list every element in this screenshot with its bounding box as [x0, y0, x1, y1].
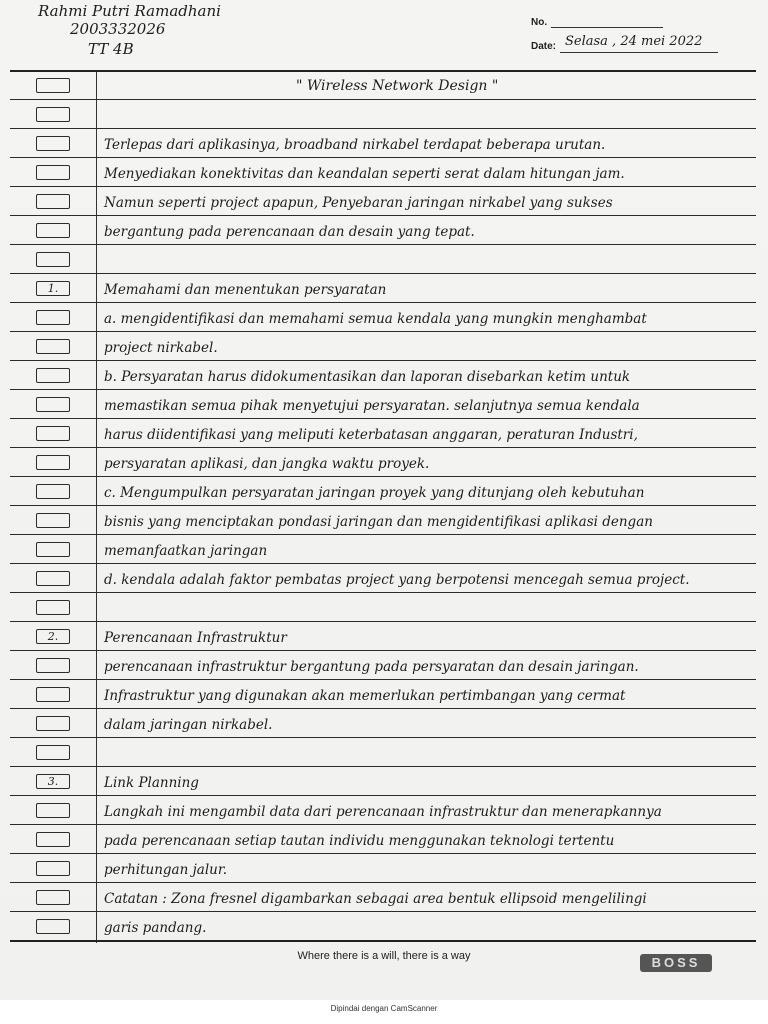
margin-line — [96, 70, 97, 943]
date-label: Date: — [531, 41, 557, 52]
row-text: Catatan : Zona fresnel digambarkan sebagai area bentuk ellipsoid mengelilingi — [104, 891, 647, 907]
row-box — [36, 571, 70, 586]
ruled-line — [10, 186, 756, 187]
ruled-line — [10, 882, 756, 883]
row-text: bisnis yang menciptakan pondasi jaringan dan mengidentifikasi aplikasi dengan — [104, 514, 653, 530]
row-text: Langkah ini mengambil data dari perencanaan infrastruktur dan menerapkannya — [104, 804, 662, 820]
row-text: project nirkabel. — [104, 340, 218, 356]
brand-logo: BOSS — [640, 954, 712, 972]
scanner-watermark: Dipindai dengan CamScanner — [330, 1004, 438, 1013]
row-text: bergantung pada perencanaan dan desain yang tepat. — [104, 224, 475, 240]
row-box — [36, 426, 70, 441]
date-value: Selasa , 24 mei 2022 — [565, 34, 703, 49]
ruled-line — [10, 911, 756, 912]
ruled-line — [10, 592, 756, 593]
page-title: " Wireless Network Design " — [296, 78, 499, 94]
ruled-line — [10, 215, 756, 216]
row-text: pada perencanaan setiap tautan individu menggunakan teknologi tertentu — [104, 833, 615, 849]
row-box — [36, 368, 70, 383]
ruled-line — [10, 563, 756, 564]
ruled-line — [10, 795, 756, 796]
row-box — [36, 803, 70, 818]
row-text: perhitungan jalur. — [104, 862, 228, 878]
ruled-line — [10, 389, 756, 390]
row-text: Terlepas dari aplikasinya, broadband nirkabel terdapat beberapa urutan. — [104, 137, 606, 153]
ruled-line — [10, 940, 756, 942]
row-box — [36, 310, 70, 325]
row-box — [36, 861, 70, 876]
row-box — [36, 107, 70, 122]
ruled-line — [10, 708, 756, 709]
ruled-line — [10, 70, 756, 72]
ruled-line — [10, 128, 756, 129]
row-box — [36, 194, 70, 209]
row-box — [36, 890, 70, 905]
row-box — [36, 339, 70, 354]
row-text: persyaratan aplikasi, dan jangka waktu proyek. — [104, 456, 430, 472]
row-box: 3. — [36, 774, 70, 789]
row-text: Perencanaan Infrastruktur — [104, 630, 287, 646]
row-box — [36, 542, 70, 557]
row-text: harus diidentifikasi yang meliputi keterbatasan anggaran, peraturan Industri, — [104, 427, 638, 443]
ruled-line — [10, 824, 756, 825]
ruled-line — [10, 418, 756, 419]
ruled-line — [10, 737, 756, 738]
row-box — [36, 397, 70, 412]
row-box — [36, 658, 70, 673]
row-text: memastikan semua pihak menyetujui persyaratan. selanjutnya semua kendala — [104, 398, 640, 414]
row-box — [36, 484, 70, 499]
date-line — [560, 52, 718, 53]
row-text: Link Planning — [104, 775, 199, 791]
ruled-line — [10, 273, 756, 274]
row-box — [36, 455, 70, 470]
row-box — [36, 600, 70, 615]
ruled-line — [10, 853, 756, 854]
footer-quote: Where there is a will, there is a way — [297, 950, 471, 962]
row-text: c. Mengumpulkan persyaratan jaringan proyek yang ditunjang oleh kebutuhan — [104, 485, 645, 501]
ruled-line — [10, 360, 756, 361]
ruled-line — [10, 99, 756, 100]
ruled-line — [10, 621, 756, 622]
row-box — [36, 513, 70, 528]
ruled-line — [10, 302, 756, 303]
row-text: d. kendala adalah faktor pembatas project yang berpotensi mencegah semua project. — [104, 572, 690, 588]
ruled-line — [10, 447, 756, 448]
row-box — [36, 223, 70, 238]
row-box — [36, 252, 70, 267]
row-text: perencanaan infrastruktur bergantung pada persyaratan dan desain jaringan. — [104, 659, 639, 675]
row-box: 2. — [36, 629, 70, 644]
ruled-line — [10, 244, 756, 245]
ruled-line — [10, 331, 756, 332]
row-box — [36, 832, 70, 847]
row-box — [36, 687, 70, 702]
ruled-line — [10, 679, 756, 680]
row-box — [36, 919, 70, 934]
ruled-line — [10, 505, 756, 506]
row-box — [36, 78, 70, 93]
student-name: Rahmi Putri Ramadhani — [38, 2, 221, 20]
ruled-line — [10, 650, 756, 651]
row-box — [36, 136, 70, 151]
student-id: 2003332026 — [70, 20, 166, 38]
row-text: a. mengidentifikasi dan memahami semua kendala yang mungkin menghambat — [104, 311, 647, 327]
row-text: dalam jaringan nirkabel. — [104, 717, 273, 733]
row-text: Menyediakan konektivitas dan keandalan seperti serat dalam hitungan jam. — [104, 166, 625, 182]
row-box — [36, 745, 70, 760]
row-text: Namun seperti project apapun, Penyebaran jaringan nirkabel yang sukses — [104, 195, 613, 211]
row-box — [36, 165, 70, 180]
ruled-line — [10, 534, 756, 535]
ruled-line — [10, 476, 756, 477]
no-line — [551, 27, 663, 28]
row-text: Memahami dan menentukan persyaratan — [104, 282, 387, 298]
no-label: No. — [531, 17, 548, 28]
ruled-line — [10, 157, 756, 158]
row-text: b. Persyaratan harus didokumentasikan dan laporan disebarkan ketim untuk — [104, 369, 631, 385]
row-box: 1. — [36, 281, 70, 296]
row-text: memanfaatkan jaringan — [104, 543, 268, 559]
row-text: Infrastruktur yang digunakan akan memerlukan pertimbangan yang cermat — [104, 688, 626, 704]
ruled-line — [10, 766, 756, 767]
row-box — [36, 716, 70, 731]
row-text: garis pandang. — [104, 920, 207, 936]
class-label: TT 4B — [88, 40, 134, 58]
